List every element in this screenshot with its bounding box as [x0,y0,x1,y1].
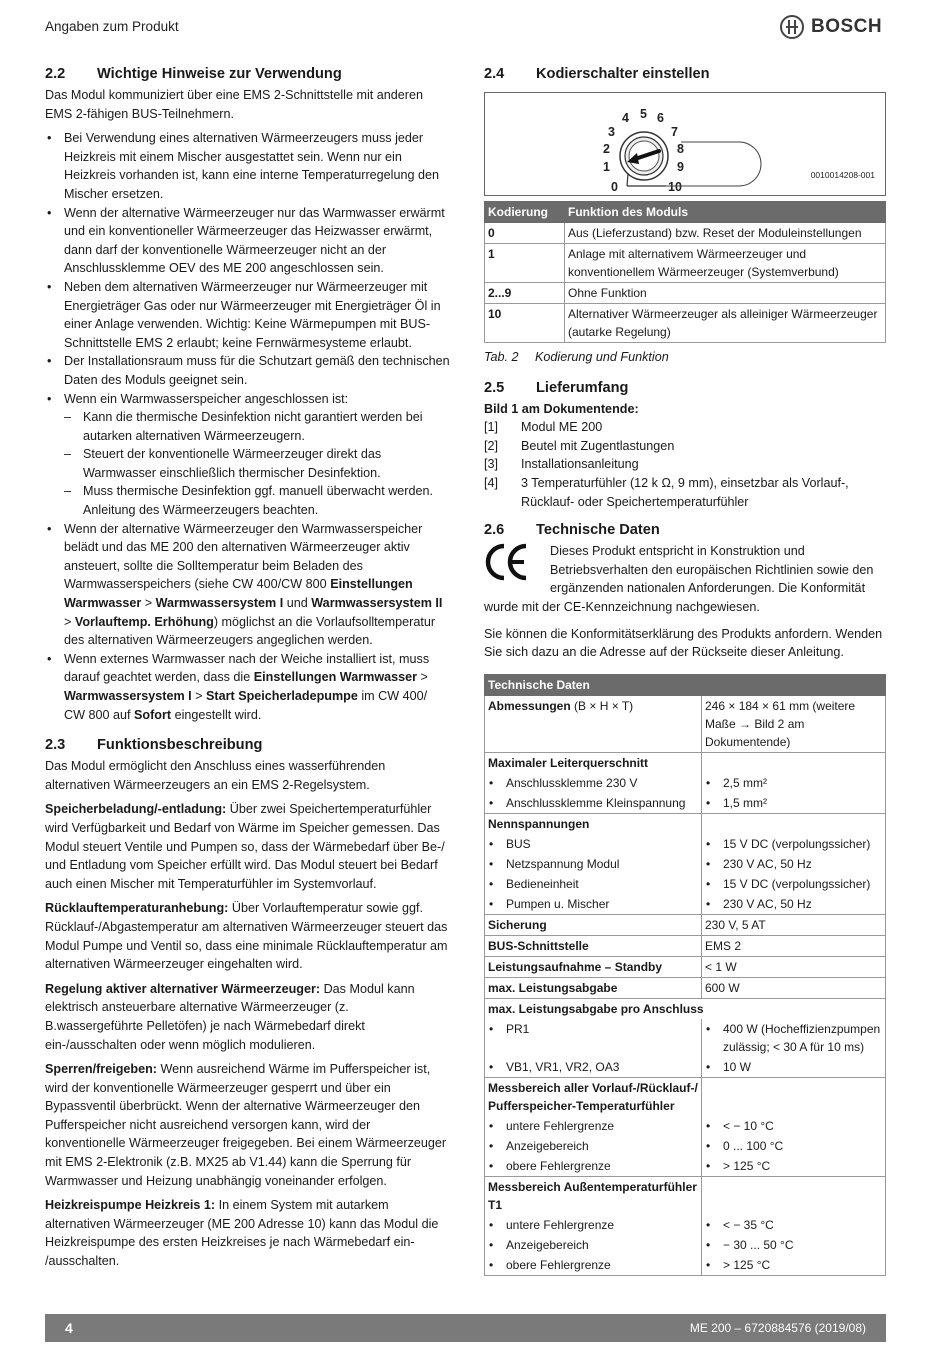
table-row: • Bedieneinheit • 15 V DC (verpolungssicher) [485,874,886,894]
figure-code: 0010014208-001 [810,170,875,181]
table-row: • Anschlussklemme 230 V • 2,5 mm² [485,773,886,793]
table-row: 10 Alternativer Wärmeerzeuger als alleiniger Wärmeerzeuger (autarke Regelung) [485,304,886,343]
section-2-3-intro: Das Modul ermöglicht den Anschluss eines wasserführenden alternativen Wärmeerzeugers an ein EMS 2-Regelsystem. [45,759,386,792]
table-row: max. Leistungsabgabe pro Anschluss [485,998,886,1019]
table-row: 1 Anlage mit alternativem Wärmeerzeuger und konventionellem Wärmeerzeuger (Systemverbund) [485,244,886,283]
ce-text: Dieses Produkt entspricht in Konstruktion und Betriebsverhalten den europäischen Richtlinien sowie den ergänzenden nationalen Anforderungen. Die Konformität wurde mit der CE-Kennzeichnung nachgewiesen. [484,544,874,614]
table-header-row [485,202,886,223]
list-item: [3] Installationsanleitung [484,457,639,472]
sub-list [64,408,450,520]
section-2-5-heading: 2.5 Lieferumfang [484,379,629,396]
function-paragraph: Sperren/freigeben: Wenn ausreichend Wärme im Pufferspeicher ist, wird der konventionelle Wärmeerzeuger gesperrt und über ein Bypassventil überbrückt. Wenn der alternative Wärmeerzeuger den Pufferspeicher nicht ausreichend versorgen kann, wird der konventionelle Wärmeerzeuger freigegeben. Bei einem Wärmeerzeuger mit EMS 2-Elektronik (z.B. MX25 ab V1.44) kann die Sperrung für Warmwasser und Heizung unabhängig voneinander erfolgen. [45,1062,447,1188]
table-row: Messbereich Außentemperaturfühler T1 [485,1176,886,1215]
dial-label: 8 [677,142,684,156]
dial-label: 4 [622,111,629,125]
table-row: Maximaler Leiterquerschnitt [485,752,886,773]
table-row: • obere Fehlergrenze • > 125 °C [485,1255,886,1276]
table-row: • Anzeigebereich • 0 ... 100 °C [485,1136,886,1156]
list-item: • Wenn der alternative Wärmeerzeuger nur das Warmwasser erwärmt und ein konventioneller Wärmeerzeuger das Heizwasser erwärmt, dann darf der konventionelle Wärmeerzeuger nicht an der Anschlussklemme OEV des ME 200 angeschlossen sein. [45,204,450,278]
left-column [45,65,450,1277]
table-row: Sicherung 230 V, 5 AT [485,914,886,935]
list-item: • Wenn externes Warmwasser nach der Weiche installiert ist, muss darauf geachtet werden, dass die Einstellungen Warmwasser > Warmwassersystem I > Start Speicherladepumpe im CW 400/ CW 800 auf Sofort eingestellt wird. [45,650,450,724]
section-2-2-heading: 2.2 Wichtige Hinweise zur Verwendung [45,66,342,82]
table-row: BUS-Schnittstelle EMS 2 [485,935,886,956]
list-item: • Wenn ein Warmwasserspeicher angeschlossen ist: – Kann die thermische Desinfektion nicht garantiert werden bei autarken alternativen Wärmeerzeugern. – Steuert der konventionelle Wärmeerzeuger direkt das Warmwasser einschließlich thermischer Desinfektion. – Muss thermische Desinfektion ggf. manuell überwacht werden. Anleitung des Wärmeerzeugers beachten. [45,390,450,520]
dial-label: 6 [657,111,664,125]
technical-data-table [484,674,886,1276]
list-item: [2] Beutel mit Zugentlastungen [484,438,675,453]
bosch-logo [780,15,882,39]
dial-label: 10 [668,180,682,194]
document-reference: ME 200 – 6720884576 (2019/08) [689,1321,866,1335]
bosch-armature-icon [780,15,804,39]
page-footer [45,1314,886,1342]
table-row: • Netzspannung Modul • 230 V AC, 50 Hz [485,854,886,874]
function-paragraph: Regelung aktiver alternativer Wärmeerzeuger: Das Modul kann elektrisch ansteuerbare alternative Wärmeerzeuger (z. B.wassergeführte Pelletöfen) je nach Wärmebedarf direkt ein-/ausschalten oder wenn möglich modulieren. [45,981,415,1052]
table-row: • PR1 • 400 W (Hocheffizienzpumpen zulässig; < 30 A für 10 ms) [485,1019,886,1057]
list-item: • Neben dem alternativen Wärmeerzeuger nur Wärmeerzeuger mit Energieträger Gas oder nur Wärmeerzeuger mit Energieträger Öl in einer Anlage verwenden. Wichtig: Keine Wärmepumpen mit BUS-Schnittstelle EMS 2 erlaubt; keine Fernwärmesysteme erlaubt. [45,278,450,352]
column-header: Funktion des Moduls [565,202,886,223]
function-paragraph: Speicherbeladung/-entladung: Über zwei Speichertemperaturfühler wird Verfügbarkeit und Bedarf von Wärme im Speicher gemessen. Das Modul steuert Ventile und Pumpen so, dass der Wärmebedarf über Be-/ und Entladung vom Speicher erfüllt wird. Das Modul steuert bei Bedarf auch einen Mischer mit Temperaturfühler im Systemvorlauf. [45,802,445,891]
table-row: • untere Fehlergrenze • < − 35 °C [485,1215,886,1235]
dial-label: 0 [611,180,618,194]
table-row: • Pumpen u. Mischer • 230 V AC, 50 Hz [485,894,886,915]
list-item: • Der Installationsraum muss für die Schutzart gemäß den technischen Daten des Moduls geeignet sein. [45,352,450,389]
table-row: • VB1, VR1, VR2, OA3 • 10 W [485,1057,886,1078]
dial-label: 5 [640,107,647,121]
table-caption: Tab. 2 Kodierung und Funktion [484,350,669,364]
usage-notes-list [45,129,450,724]
brand-wordmark: BOSCH [811,16,883,37]
table-row: Abmessungen (B × H × T) 246 × 184 × 61 mm (weitere Maße → Bild 2 am Dokumentende) [485,695,886,752]
function-paragraph: Heizkreispumpe Heizkreis 1: In einem System mit autarkem alternativen Wärmeerzeuger (ME 200 Adresse 10) kann das Modul die Heizkreispumpe des ersten Heizkreises je nach Wärmebedarf ein- /ausschalten. [45,1198,439,1269]
table-header-row: Technische Daten [485,674,886,695]
dial-label: 9 [677,160,684,174]
table-row: max. Leistungsabgabe 600 W [485,977,886,998]
sub-list-item: – Kann die thermische Desinfektion nicht garantiert werden bei autarken alternativen Wärmeerzeugern. [64,408,450,445]
sub-list-item: – Steuert der konventionelle Wärmeerzeuger direkt das Warmwasser einschließlich thermischer Desinfektion. [64,445,450,482]
list-item: [4] 3 Temperaturfühler (12 k Ω, 9 mm), einsetzbar als Vorlauf-, Rücklauf- oder Speichertemperaturfühler [484,475,849,509]
delivery-list [484,418,886,511]
ce-mark-icon [484,542,550,582]
dial-label: 2 [603,142,610,156]
table-row: 0 Aus (Lieferzustand) bzw. Reset der Moduleinstellungen [485,223,886,244]
table-row: Leistungsaufnahme – Standby < 1 W [485,956,886,977]
table-row: • Anschlussklemme Kleinspannung • 1,5 mm² [485,793,886,814]
page-number: 4 [65,1320,73,1336]
dial-label: 7 [671,125,678,139]
function-paragraph: Rücklauftemperaturanhebung: Über Vorlauftemperatur sowie ggf. Rücklauf-/Abgastemperatur am alternativen Wärmeerzeuger steuert das Modul Pumpe und Ventil so, dass eine minimale Rücklauftemperatur am alternativen Wärmeerzeuger eingehalten wird. [45,901,448,972]
coding-table [484,201,886,343]
dial-label: 1 [603,160,610,174]
table-row: Messbereich aller Vorlauf-/Rücklauf-/ Pufferspeicher-Temperaturfühler [485,1077,886,1116]
table-row: 2...9 Ohne Funktion [485,283,886,304]
table-row: • Anzeigebereich • − 30 ... 50 °C [485,1235,886,1255]
right-column [484,65,886,1276]
coding-switch-figure [484,92,886,196]
column-header: Kodierung [485,202,565,223]
table-row: • BUS • 15 V DC (verpolungssicher) [485,834,886,854]
section-2-4-heading: 2.4 Kodierschalter einstellen [484,66,710,82]
section-2-2-intro: Das Modul kommuniziert über eine EMS 2-Schnittstelle mit anderen EMS 2-fähigen BUS-Teilnehmern. [45,88,423,121]
coding-switch-dial-icon [589,93,789,197]
delivery-subtitle: Bild 1 am Dokumentende: [484,401,639,416]
table-row: Nennspannungen [485,813,886,834]
list-item: [1] Modul ME 200 [484,420,603,435]
conformity-text: Sie können die Konformitätserklärung des Produkts anfordern. Wenden Sie sich dazu an die Adresse auf der Rückseite dieser Anleitung. [484,626,883,660]
dial-label: 3 [608,125,615,139]
list-item: • Bei Verwendung eines alternativen Wärmeerzeugers muss jeder Heizkreis mit einem Mischer ausgestattet sein. Wenn nur ein Heizkreis vorhanden ist, kann eine interne Temperaturregelung den Mischer ersetzen. [45,129,450,203]
sub-list-item: – Muss thermische Desinfektion ggf. manuell überwacht werden. Anleitung des Wärmeerzeugers beachten. [64,482,450,519]
running-header: Angaben zum Produkt [45,19,179,34]
section-2-6-heading: 2.6 Technische Daten [484,522,660,539]
section-2-3-heading: 2.3 Funktionsbeschreibung [45,737,263,754]
table-row: • obere Fehlergrenze • > 125 °C [485,1156,886,1177]
table-row: • untere Fehlergrenze • < − 10 °C [485,1116,886,1136]
list-item: • Wenn der alternative Wärmeerzeuger den Warmwasserspeicher belädt und das ME 200 den alternativen Wärmeerzeuger aktiv ansteuert, sollte die Solltemperatur beim Beladen des Warmwasserspeichers (siehe CW 400/CW 800 Einstellungen Warmwasser > Warmwassersystem I und Warmwassersystem II > Vorlauftemp. Erhöhung) möglichst an die Vorlaufsolltemperatur des alternativen Wärmeerzeugers angeglichen werden. [45,520,450,650]
